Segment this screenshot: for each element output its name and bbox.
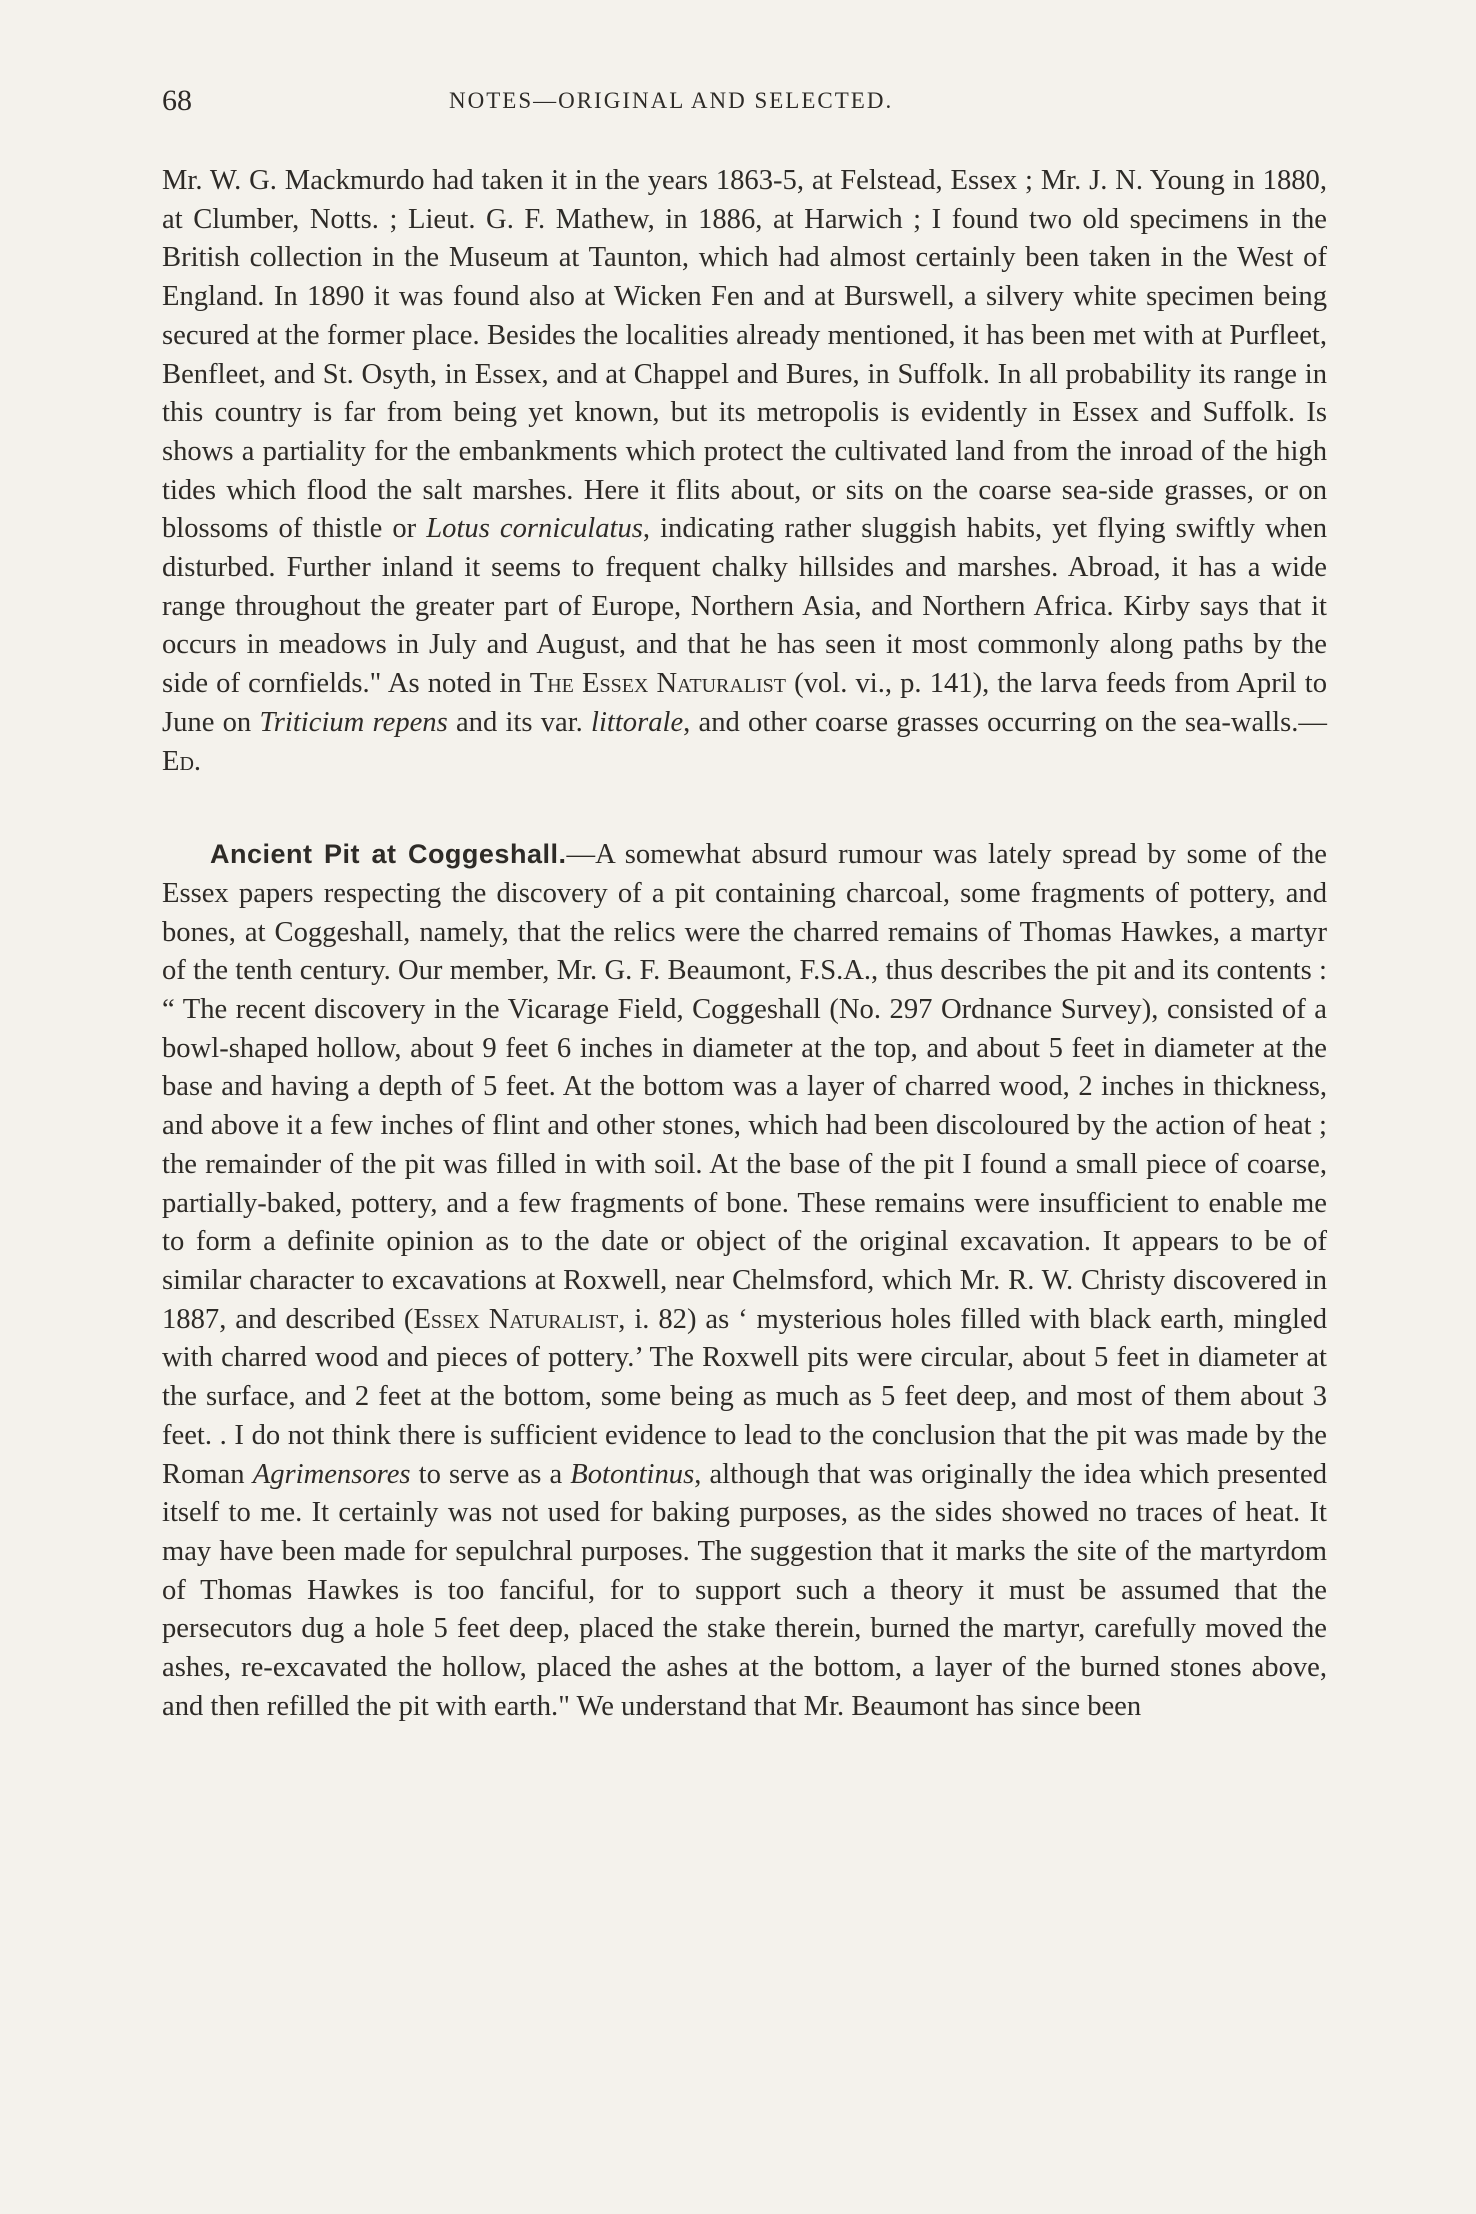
text-run: —A somewhat absurd rumour was lately spread by some of the Essex papers respecting the discovery of a pit containing charcoal, some fragments of pottery, and bones, at Coggeshall, namely, that the relics were the charred remains of Thomas Hawkes, a martyr of the tenth century. Our member, Mr. G. F. Beaumont, F.S.A., thus describes the pit and its contents : “ The recent discovery in the Vicarage Field, Coggeshall (No. 297 Ordnance Survey), consisted of a bowl-shaped hollow, about 9 feet 6 inches in diameter at the top, and about 5 feet in diameter at the base and having a depth of 5 feet. At the bottom was a layer of charred wood, 2 inches in thickness, and above it a few inches of flint and other stones, which had been discoloured by the action of heat ; the remainder of the pit was filled in with soil. At the base of the pit I found a small piece of coarse, partially-baked, pottery, and a few fragments of bone. These remains were insufficient to enable me to form a definite opinion as to the date or object of the original excavation. It appears to be of similar character to excavations at Roxwell, near Chelmsford, which Mr. R. W. Christy discovered in 1887, and described ( <box>162 839 1327 1335</box>
species-name: Triticium repens <box>259 706 448 738</box>
paragraph-species-note <box>162 162 1327 781</box>
text-run: to serve as a <box>410 1458 571 1490</box>
running-header <box>162 84 1327 128</box>
variety-name: littorale <box>591 706 684 738</box>
text-run: , although that was originally the idea which presented itself to me. It certainly was not used for baking purposes, as the sides showed no traces of heat. It may have been made for sepulchral purposes. The suggestion that it marks the site of the martyrdom of Thomas Hawkes is too fanciful, for to support such a theory it must be assumed that the persecutors dug a hole 5 feet deep, placed the stake therein, burned the martyr, carefully moved the ashes, re-excavated the hollow, placed the ashes at the bottom, a layer of the burned stones above, and then refilled the pit with earth." We understand that Mr. Beaumont has since been <box>162 1458 1327 1722</box>
text-run: Mr. W. G. Mackmurdo had taken it in the years 1863-5, at Felstead, Essex ; Mr. J. N. Young in 1880, at Clumber, Notts. ; Lieut. G. F. Mathew, in 1886, at Harwich ; I found two old specimens in the British collection in the Museum at Taunton, which had almost certainly been taken in the West of England. In 1890 it was found also at Wicken Fen and at Burswell, a silvery white specimen being secured at the former place. Besides the localities already mentioned, it has been met with at Purfleet, Benfleet, and St. Osyth, in Essex, and at Chappel and Bures, in Suffolk. In all probability its range in this country is far from being yet known, but its metropolis is evidently in Essex and Suffolk. Is shows a partiality for the embankments which protect the cultivated land from the inroad of the high tides which flood the salt marshes. Here it flits about, or sits on the coarse sea-side grasses, or on blossoms of thistle or <box>162 165 1327 545</box>
running-title: NOTES—ORIGINAL AND SELECTED. <box>449 88 894 113</box>
latin-term: Agrimensores <box>252 1458 411 1490</box>
text-run: and its var. <box>447 706 592 738</box>
text-run: , and other coarse grasses occurring on the sea-walls.— <box>683 706 1327 738</box>
latin-term: Botontinus <box>570 1458 695 1490</box>
document-page <box>162 84 1327 1726</box>
section-heading: Ancient Pit at Coggeshall. <box>210 839 567 870</box>
paragraph-ancient-pit <box>162 835 1327 1726</box>
editor-signature: Ed. <box>162 745 202 777</box>
text-run: , indicating rather sluggish habits, yet flying swiftly when disturbed. Further inland it seems to frequent chalky hillsides and marshes. Abroad, it has a wide range throughout the greater part of Europe, Northern Asia, and Northern Africa. Kirby says that it occurs in meadows in July and August, and that he has seen it most commonly along paths by the side of cornfields." As noted in <box>162 513 1328 700</box>
journal-title: The Essex Naturalist <box>529 668 787 700</box>
species-name: Lotus corniculatus <box>426 513 643 545</box>
text-run: , i. 82) as ‘ mysterious holes filled with black earth, mingled with charred wood and pieces of pottery.’ The Roxwell pits were circular, about 5 feet in diameter at the surface, and 2 feet at the bottom, some being as much as 5 feet deep, and most of them about 3 feet. . I do not think there is sufficient evidence to lead to the conclusion that the pit was made by the Roman <box>162 1303 1327 1490</box>
text-run: (vol. vi., p. 141), the larva feeds from April to June on <box>162 668 1327 738</box>
page-number: 68 <box>162 84 192 117</box>
journal-title: Essex Naturalist <box>413 1303 619 1335</box>
